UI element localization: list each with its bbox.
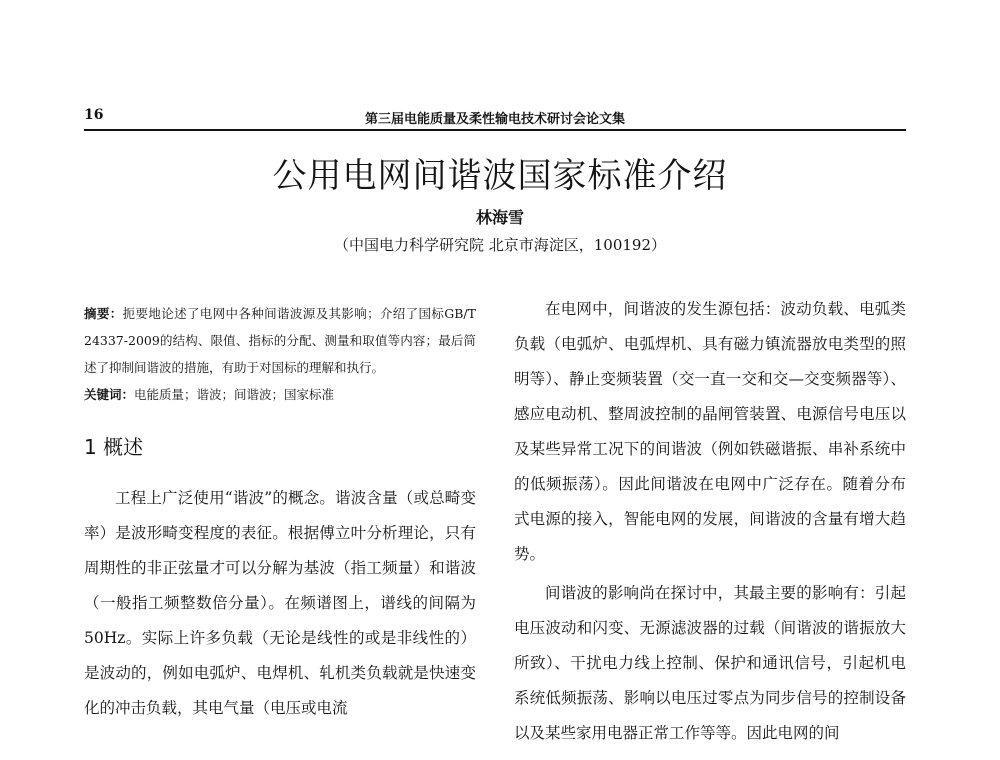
body-paragraph: 工程上广泛使用“谐波”的概念。谐波含量（或总畸变率）是波形畸变程度的表征。根据傅立叶分析理论，只有周期性的非正弦量才可以分解为基波（指工频量）和谐波（一般指工频整数倍分量）。在频谱图上，谱线的间隔为50Hz。实际上许多负载（无论是线性的或是非线性的）是波动的，例如电弧炉、电焊机、轧机类负载就是快速变化的冲击负载，其电气量（电压或电流 xyxy=(84,489,476,717)
keywords-text: 电能质量；谐波；间谐波；国家标准 xyxy=(134,387,335,402)
author-affiliation: （中国电力科学研究院 北京市海淀区，100192） xyxy=(333,236,667,254)
left-column xyxy=(84,300,476,726)
author-name: 林海雪 xyxy=(475,208,524,227)
keywords-label: 关键词： xyxy=(84,387,135,402)
abstract-text: 扼要地论述了电网中各种间谐波源及其影响；介绍了国标GB/T 24337-2009的结构、限值、指标的分配、测量和取值等内容；最后简述了抑制间谐波的措施，有助于对国标的理解和执行。 xyxy=(84,306,476,375)
running-header xyxy=(84,107,906,131)
paper-title: 公用电网间谐波国家标准介绍 xyxy=(272,156,728,196)
abstract-label: 摘要： xyxy=(84,306,123,321)
body-paragraph: 在电网中，间谐波的发生源包括：波动负载、电弧类负载（电弧炉、电弧焊机、具有磁力镇流器放电类型的照明等）、静止变频装置（交一直一交和交—交变频器等）、感应电动机、整周波控制的晶闸管装置、电源信号电压以及某些异常工况下的间谐波（例如铁磁谐振、串补系统中的低频振荡）。因此间谐波在电网中广泛存在。随着分布式电源的接入，智能电网的发展，间谐波的含量有增大趋势。 xyxy=(514,300,906,563)
abstract xyxy=(84,300,476,381)
page-number: 16 xyxy=(84,107,104,123)
body-paragraph: 间谐波的影响尚在探讨中，其最主要的影响有：引起电压波动和闪变、无源滤波器的过载（间谐波的谐振放大所致）、干扰电力线上控制、保护和通讯信号，引起机电系统低频振荡、影响以电压过零点为同步信号的控制设备以及某些家用电器正常工作等等。因此电网的间 xyxy=(514,584,906,742)
journal-title: 第三届电能质量及柔性输电技术研讨会论文集 xyxy=(364,112,625,127)
right-column xyxy=(514,292,906,751)
keywords xyxy=(84,381,476,408)
section-heading: 1 概述 xyxy=(84,435,144,459)
